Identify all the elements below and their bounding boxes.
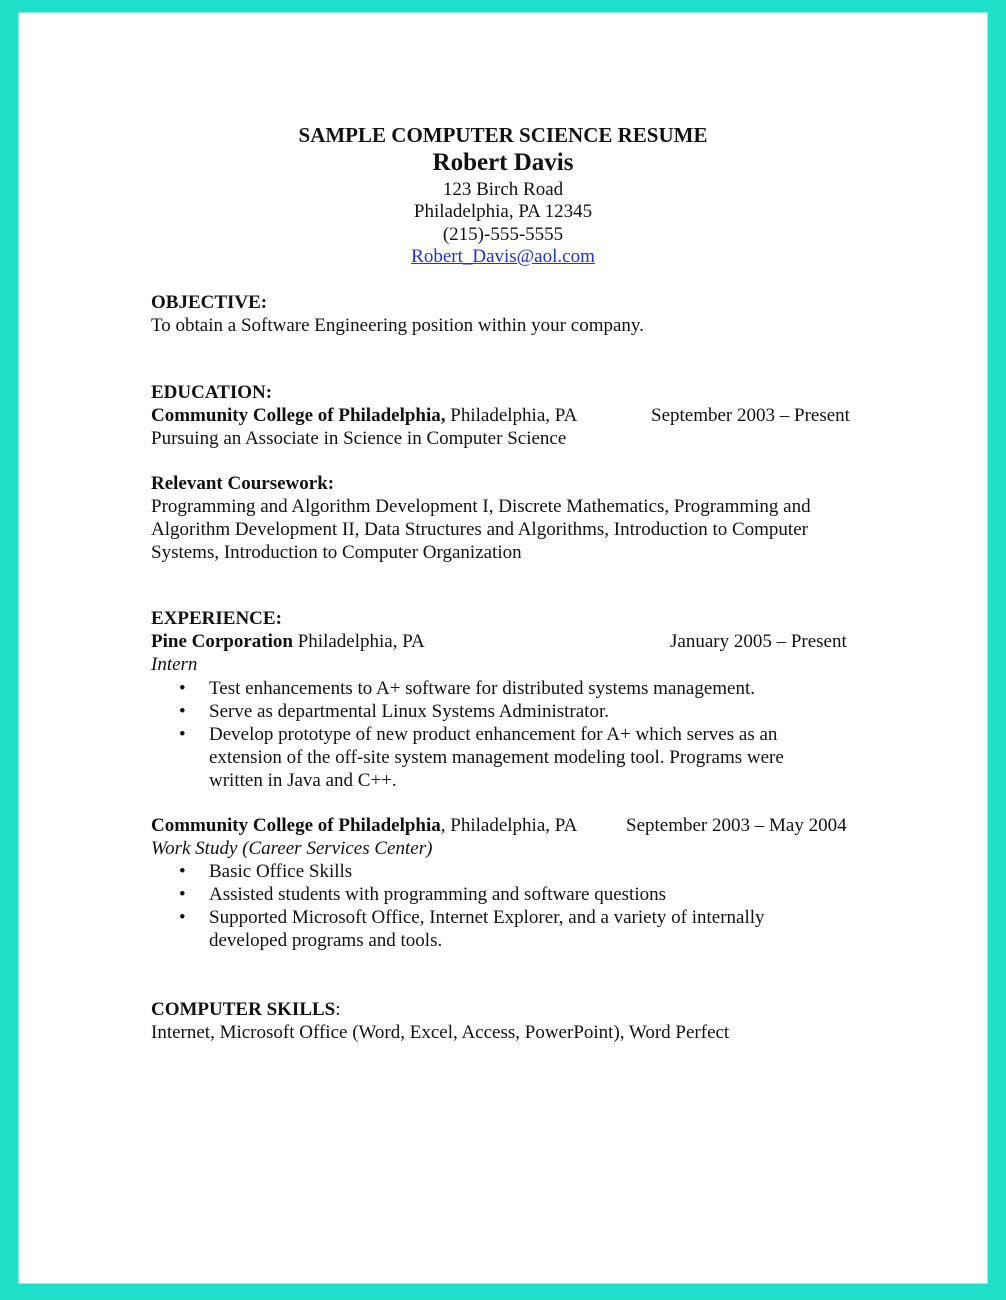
education-school: Community College of Philadelphia,	[151, 405, 446, 426]
job-2-company-line	[151, 814, 577, 837]
skills-text: Internet, Microsoft Office (Word, Excel, Access, PowerPoint), Word Perfect	[151, 1022, 730, 1043]
job-1-company: Pine Corporation	[151, 631, 293, 652]
job-1-dates: January 2005 – Present	[670, 631, 847, 652]
job-1-bullets	[179, 677, 819, 792]
job-2-title: Work Study (Career Services Center)	[151, 838, 433, 859]
job-2-bullets	[179, 860, 819, 952]
bullet-text: Test enhancements to A+ software for distributed systems management.	[209, 678, 755, 699]
skills-heading: COMPUTER SKILLS	[151, 999, 336, 1020]
list-item	[179, 677, 819, 700]
job-1-location: Philadelphia, PA	[292, 631, 425, 652]
resume-page	[18, 12, 988, 1284]
bullet-glyph: •	[179, 724, 186, 745]
bullet-text: Assisted students with programming and software questions	[209, 884, 667, 905]
bullet-text: Basic Office Skills	[209, 861, 353, 882]
education-location: Philadelphia, PA	[445, 405, 578, 426]
coursework-line: Algorithm Development II, Data Structures and Algorithms, Introduction to Computer	[151, 519, 808, 540]
bullet-glyph: •	[179, 678, 186, 699]
skills-colon: :	[335, 999, 341, 1020]
candidate-name: Robert Davis	[432, 149, 574, 176]
coursework-heading: Relevant Coursework:	[151, 473, 335, 494]
bullet-glyph: •	[179, 861, 186, 882]
phone-number: (215)-555-5555	[442, 224, 564, 245]
list-item	[179, 860, 819, 883]
bullet-text: Supported Microsoft Office, Internet Explorer, and a variety of internally	[209, 907, 765, 928]
list-item	[179, 700, 819, 723]
education-degree: Pursuing an Associate in Science in Computer Science	[151, 428, 567, 449]
job-1-company-line	[151, 630, 425, 653]
list-item	[179, 906, 819, 952]
bullet-glyph: •	[179, 884, 186, 905]
bullet-glyph: •	[179, 907, 186, 928]
objective-heading: OBJECTIVE:	[151, 292, 268, 313]
bullet-glyph: •	[179, 701, 186, 722]
list-item	[179, 723, 819, 792]
bullet-text: extension of the off-site system management modeling tool. Programs were	[209, 747, 784, 768]
list-item	[179, 883, 819, 906]
experience-heading: EXPERIENCE:	[151, 608, 282, 629]
job-2-company: Community College of Philadelphia	[151, 815, 441, 836]
objective-text: To obtain a Software Engineering position within your company.	[151, 315, 644, 336]
bullet-text: developed programs and tools.	[209, 930, 443, 951]
coursework-line: Programming and Algorithm Development I, Discrete Mathematics, Programming and	[151, 496, 811, 517]
job-2-location: , Philadelphia, PA	[440, 815, 578, 836]
email-container	[19, 246, 987, 268]
resume-title: SAMPLE COMPUTER SCIENCE RESUME	[298, 123, 708, 147]
email-link[interactable]: Robert_Davis@aol.com	[411, 246, 595, 267]
skills-heading-line	[151, 998, 341, 1021]
education-heading: EDUCATION:	[151, 382, 273, 403]
job-1-title: Intern	[151, 654, 198, 675]
education-dates: September 2003 – Present	[651, 405, 850, 426]
coursework-line: Systems, Introduction to Computer Organization	[151, 542, 522, 563]
address-line-2: Philadelphia, PA 12345	[413, 201, 593, 222]
address-line-1: 123 Birch Road	[442, 179, 564, 200]
bullet-text: written in Java and C++.	[209, 770, 397, 791]
job-2-dates: September 2003 – May 2004	[626, 815, 847, 836]
bullet-text: Develop prototype of new product enhancement for A+ which serves as an	[209, 724, 778, 745]
education-school-line	[151, 404, 577, 427]
bullet-text: Serve as departmental Linux Systems Administrator.	[209, 701, 609, 722]
